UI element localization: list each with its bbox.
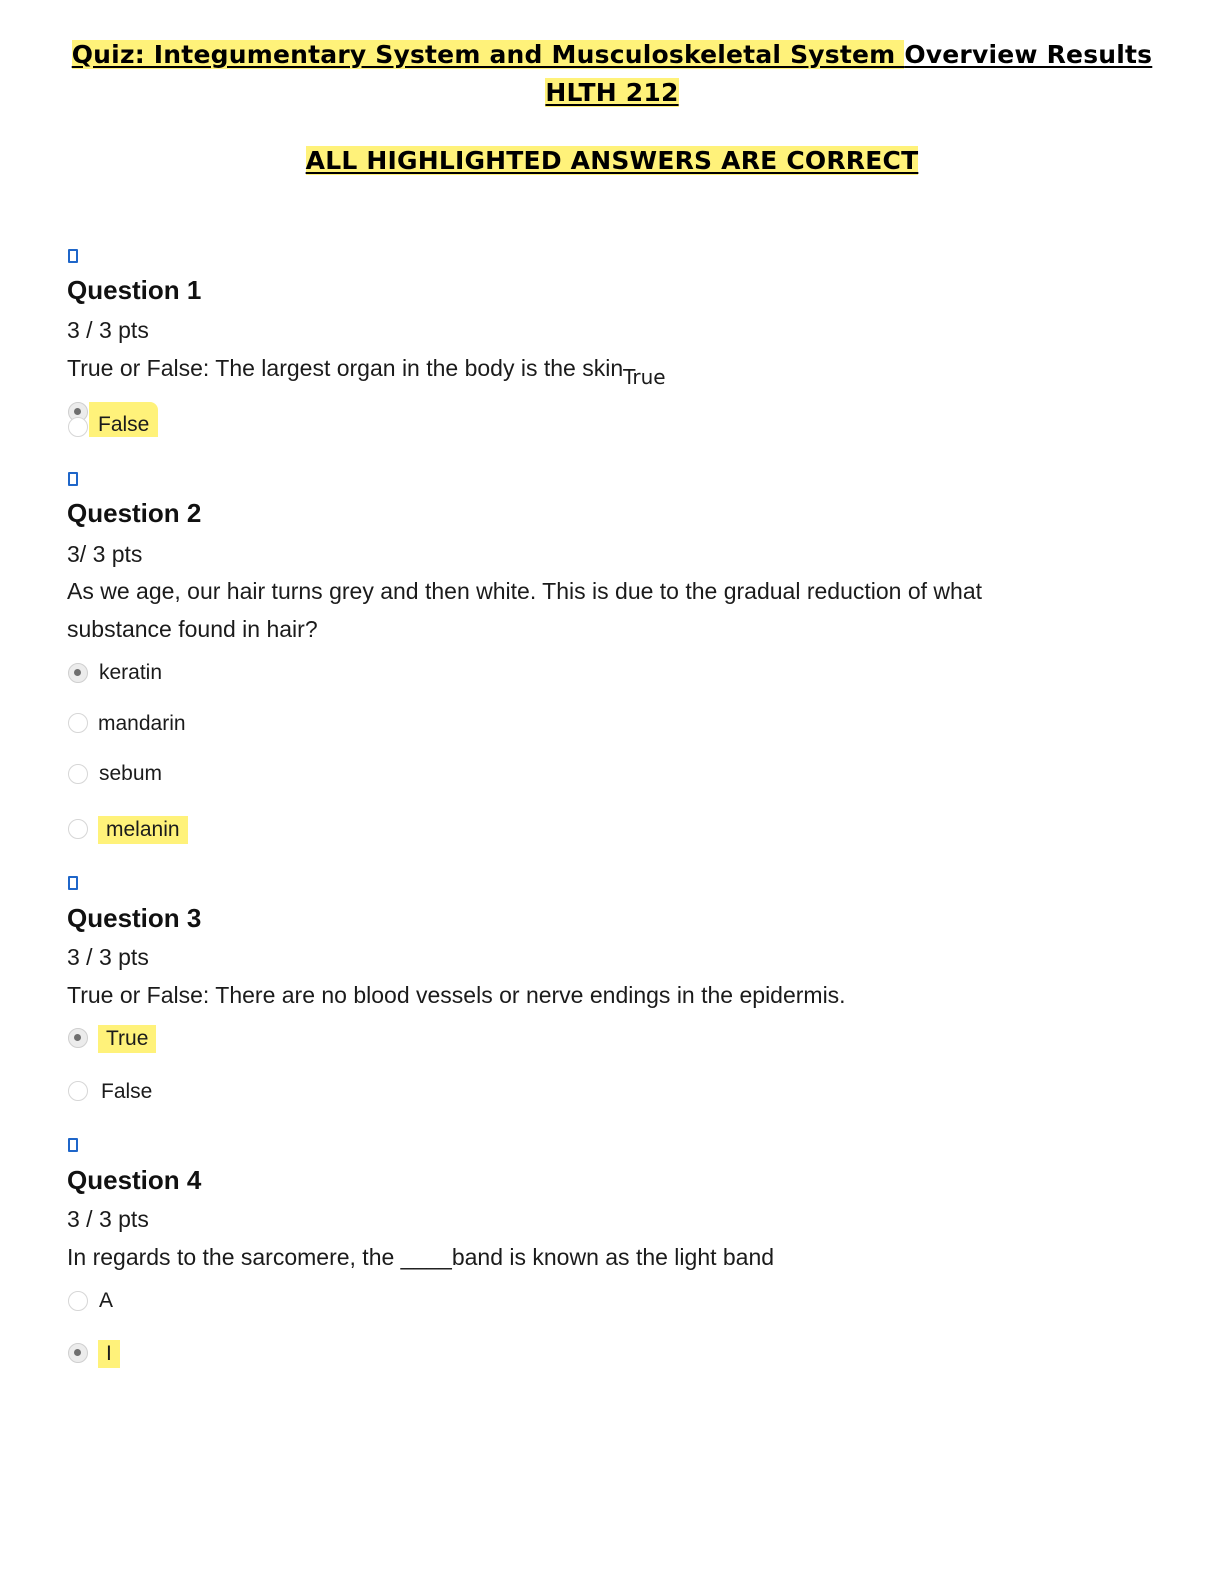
radio-option-mandarin[interactable] — [68, 713, 88, 733]
option-label: A — [99, 1289, 114, 1312]
radio-option-true[interactable] — [68, 1028, 88, 1048]
option-label: melanin — [98, 816, 188, 844]
answers-notice: ALL HIGHLIGHTED ANSWERS ARE CORRECT — [305, 146, 919, 175]
radio-option-sebum[interactable] — [68, 764, 88, 784]
flag-icon[interactable] — [68, 1138, 78, 1152]
question-points: 3/ 3 pts — [67, 541, 143, 567]
question-text: True or False: There are no blood vessels or nerve endings in the epidermis. — [67, 982, 846, 1008]
question-title: Question 2 — [67, 498, 202, 528]
question-title: Question 4 — [67, 1165, 202, 1195]
radio-option-keratin[interactable] — [68, 663, 88, 683]
question-points: 3 / 3 pts — [67, 1206, 149, 1232]
quiz-title-rest: Overview Results — [904, 40, 1153, 69]
option-label: True — [623, 365, 666, 389]
question-text: As we age, our hair turns grey and then white. This is due to the gradual reduction of what substance found in hair? — [67, 578, 983, 642]
option-label: sebum — [99, 762, 163, 785]
radio-option-false[interactable] — [68, 1081, 88, 1101]
radio-option-i[interactable] — [68, 1343, 88, 1363]
question-title: Question 1 — [67, 275, 202, 305]
flag-icon[interactable] — [68, 876, 78, 890]
option-label: True — [98, 1025, 156, 1053]
radio-option-melanin[interactable] — [68, 819, 88, 839]
question-points: 3 / 3 pts — [67, 944, 149, 970]
option-label: False — [101, 1080, 153, 1103]
quiz-title-highlighted: Quiz: Integumentary System and Musculoskeletal System — [71, 40, 905, 69]
question-title: Question 3 — [67, 903, 202, 933]
question-text: True or False: The largest organ in the body is the skinTrue — [67, 355, 666, 389]
quiz-title — [0, 40, 1224, 69]
option-label: keratin — [99, 661, 163, 684]
flag-icon[interactable] — [68, 472, 78, 486]
question-text: In regards to the sarcomere, the ____band is known as the light band — [67, 1244, 775, 1270]
course-code: HLTH 212 — [545, 78, 679, 107]
question-points: 3 / 3 pts — [67, 317, 149, 343]
option-label: mandarin — [98, 712, 186, 735]
option-label: I — [98, 1340, 120, 1368]
radio-option-a[interactable] — [68, 1291, 88, 1311]
flag-icon[interactable] — [68, 249, 78, 263]
option-label: False — [89, 402, 158, 437]
radio-option-false[interactable] — [68, 417, 88, 437]
